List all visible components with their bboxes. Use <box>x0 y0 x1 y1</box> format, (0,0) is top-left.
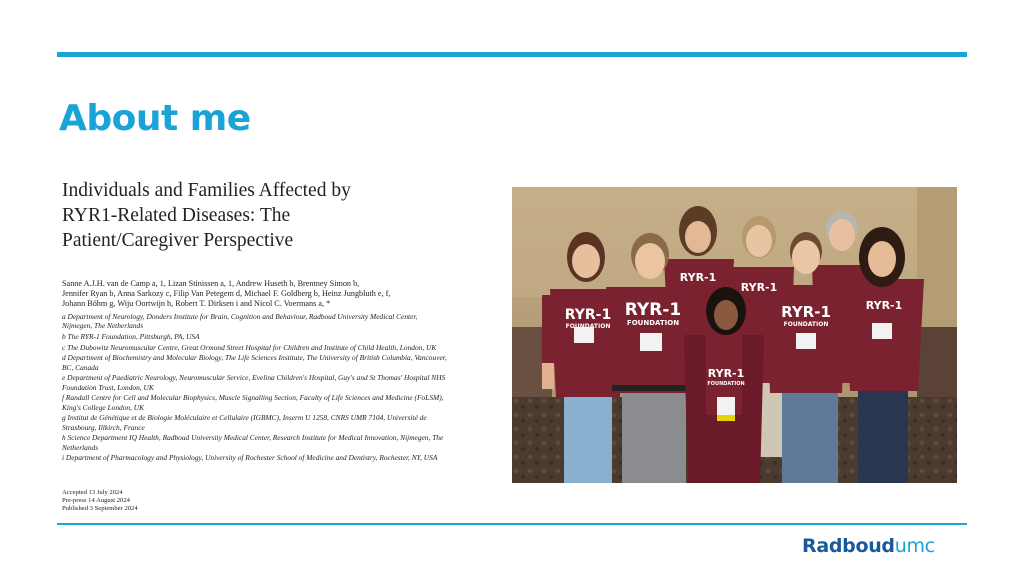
logo-umc: umc <box>894 535 935 557</box>
affiliation: g Institut de Génétique et de Biologie Moléculaire et Cellulaire (IGBMC), Inserm U 1258, CNRS UMR 7104, Université de Strasbourg, Illkirch, France <box>62 413 427 432</box>
paper-title-line: Individuals and Families Affected by <box>62 180 351 201</box>
paper-title-line: RYR1-Related Diseases: The <box>62 205 291 226</box>
affiliation: a Department of Neurology, Donders Institute for Brain, Cognition and Behaviour, Radboud University Medical Center, Nijmegen, The Netherlands <box>62 312 418 331</box>
authors-line: Johann Böhm g, Wiju Oortwijn h, Robert T. Dirksen i and Nicol C. Voermans a, * <box>62 299 331 308</box>
affiliation: f Randall Centre for Cell and Molecular Biophysics, Muscle Signalling Section, Faculty of Life Sciences and Medicine (FoLSM), King's College London, UK <box>62 393 444 412</box>
date-published: Published 3 September 2024 <box>62 505 138 513</box>
affiliation: e Department of Paediatric Neurology, Neuromuscular Service, Evelina Children's Hospital, Guy's and St Thomas' Hospital NHS Foundation Trust, London, UK <box>62 373 446 392</box>
date-accepted: Accepted 13 July 2024 <box>62 488 123 496</box>
date-prepress: Pre-press 14 August 2024 <box>62 496 130 504</box>
shirt-logo-text: RYR-1 <box>679 271 717 284</box>
affiliation: b The RYR-1 Foundation, Pittsburgh, PA, USA <box>62 331 200 341</box>
paper-affiliations <box>62 312 447 463</box>
affiliation: i Department of Pharmacology and Physiology, University of Rochester School of Medicine and Dentistry, Rochester, NY, USA <box>62 453 438 463</box>
shirt-logo-subtext: FOUNDATION <box>626 319 680 327</box>
paper-title-line: Patient/Caregiver Perspective <box>62 230 294 251</box>
shirt-logo-text: RYR-1 <box>707 367 745 380</box>
shirt-logo-subtext: FOUNDATION <box>565 323 611 330</box>
shirt-logo-subtext: FOUNDATION <box>707 381 745 387</box>
shirt-logo-text: RYR-1 <box>740 281 778 294</box>
shirt-logo-subtext: FOUNDATION <box>783 321 829 328</box>
group-photo <box>512 187 957 483</box>
logo-radboud: Radboud <box>802 535 895 557</box>
paper-dates <box>62 489 447 514</box>
affiliation: c The Dubowitz Neuromuscular Centre, Great Ormond Street Hospital for Children and Institute of Child Health, London, UK <box>62 342 437 352</box>
radboudumc-logo <box>802 535 935 557</box>
slide-title: About me <box>59 98 251 139</box>
paper-excerpt <box>62 178 447 514</box>
shirt-logo-text: RYR-1 <box>781 303 831 321</box>
paper-title <box>62 178 447 253</box>
paper-authors <box>62 279 447 309</box>
shirt-logo-text: RYR-1 <box>624 300 682 320</box>
top-accent-rule <box>57 52 967 57</box>
bottom-accent-rule <box>57 523 967 525</box>
authors-line: Sanne A.J.H. van de Camp a, 1, Lizan Stinissen a, 1, Andrew Huseth b, Brentney Simon b, <box>62 279 360 288</box>
affiliation: h Science Department IQ Health, Radboud University Medical Center, Research Institute for Medical Innovation, Nijmegen, The Netherlands <box>62 433 444 452</box>
affiliation: d Department of Biochemistry and Molecular Biology, The Life Sciences Institute, The University of British Columbia, Vancouver, BC, Canada <box>62 353 447 372</box>
shirt-logo-text: RYR-1 <box>564 307 612 323</box>
authors-line: Jennifer Ryan b, Anna Sarkozy c, Filip Van Petegem d, Michael F. Goldberg b, Heinz Jungbluth e, f, <box>62 289 391 298</box>
shirt-logo-text: RYR-1 <box>865 299 903 312</box>
